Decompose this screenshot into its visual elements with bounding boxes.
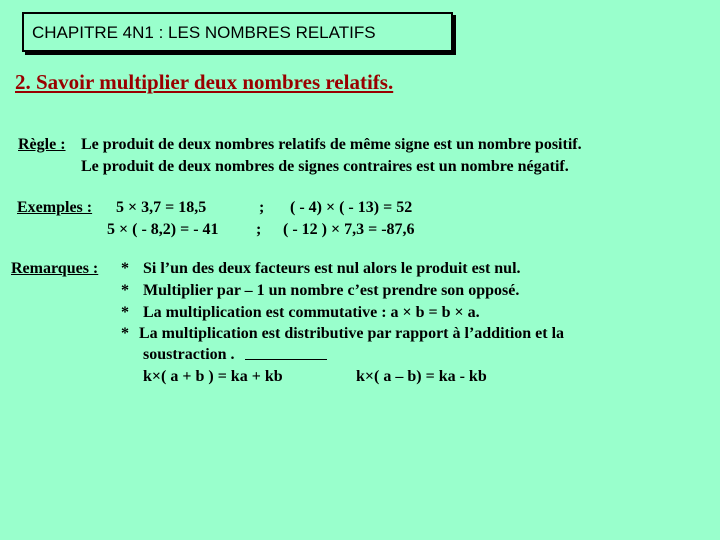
remarks-label: Remarques : bbox=[11, 260, 99, 277]
chapter-title: CHAPITRE 4N1 : LES NOMBRES RELATIFS bbox=[32, 23, 376, 42]
remark-4-line-2: soustraction . bbox=[143, 346, 235, 363]
chapter-title-box bbox=[22, 12, 453, 52]
section-heading: 2. Savoir multiplier deux nombres relatifs. bbox=[15, 70, 394, 94]
remark-2: Multiplier par – 1 un nombre c’est prendre son opposé. bbox=[143, 282, 520, 299]
remark-bullet-3: * bbox=[121, 304, 129, 321]
remark-bullet-4: * bbox=[121, 325, 129, 342]
formula-addition: k×( a + b ) = ka + kb bbox=[143, 368, 283, 385]
example-1: 5 × 3,7 = 18,5 bbox=[116, 199, 207, 216]
rule-line-1: Le produit de deux nombres relatifs de même signe est un nombre positif. bbox=[81, 136, 582, 153]
examples-label: Exemples : bbox=[17, 199, 93, 216]
remark-3: La multiplication est commutative : a × b = b × a. bbox=[143, 304, 480, 321]
rule-label: Règle : bbox=[18, 136, 66, 153]
fill-in-blank-line bbox=[245, 345, 327, 360]
remark-1: Si l’un des deux facteurs est nul alors le produit est nul. bbox=[143, 260, 521, 277]
formula-subtraction: k×( a – b) = ka - kb bbox=[356, 368, 487, 385]
rule-line-2: Le produit de deux nombres de signes contraires est un nombre négatif. bbox=[81, 158, 569, 175]
example-separator-2: ; bbox=[256, 221, 262, 238]
example-separator-1: ; bbox=[259, 199, 265, 216]
example-4: ( - 12 ) × 7,3 = -87,6 bbox=[283, 221, 415, 238]
example-3: 5 × ( - 8,2) = - 41 bbox=[107, 221, 219, 238]
remark-bullet-1: * bbox=[121, 260, 129, 277]
example-2: ( - 4) × ( - 13) = 52 bbox=[290, 199, 413, 216]
remark-4-line-1: La multiplication est distributive par rapport à l’addition et la bbox=[139, 325, 565, 342]
remark-bullet-2: * bbox=[121, 282, 129, 299]
